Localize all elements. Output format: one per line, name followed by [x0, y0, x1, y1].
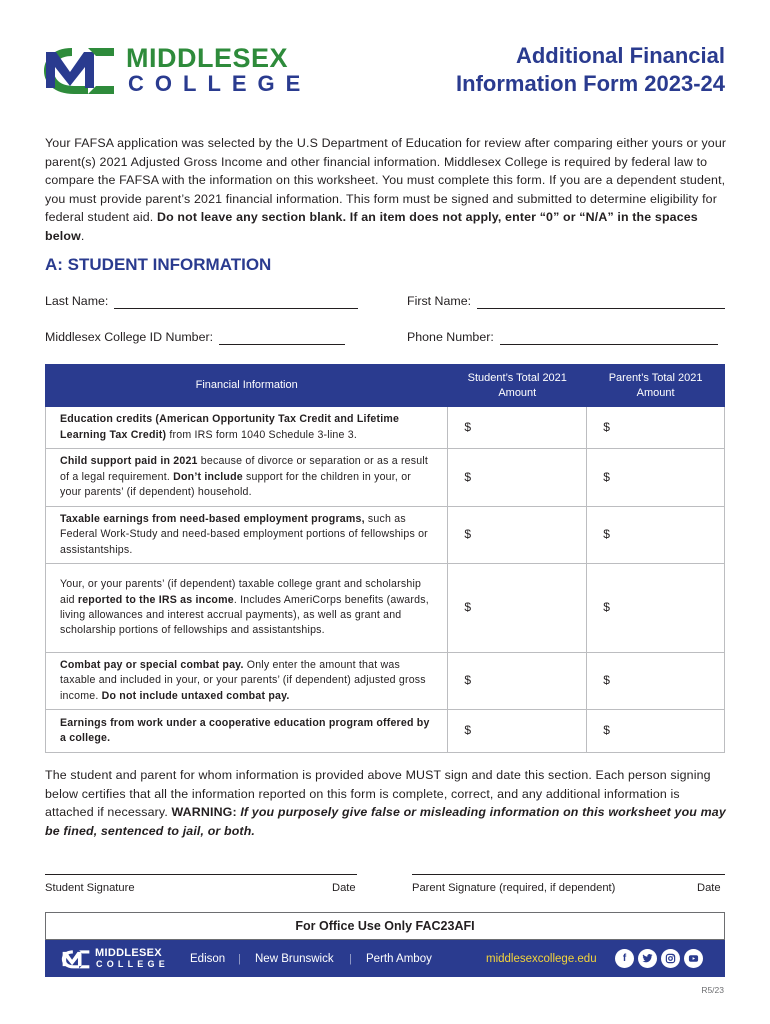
intro-end: . [80, 228, 85, 243]
student-amount-cell[interactable] [448, 710, 587, 753]
table-header-row [46, 365, 725, 407]
twitter-icon[interactable] [638, 949, 657, 968]
student-amount-cell[interactable] [448, 449, 587, 507]
dollar-sign: $ [464, 673, 472, 688]
row-bold-text: Combat pay or special combat pay. [60, 658, 244, 671]
parent-signature-label: Parent Signature (required, if dependent) [412, 882, 616, 894]
row-description [46, 710, 448, 753]
parent-signature-line[interactable] [412, 874, 725, 875]
parent-amount-cell[interactable] [587, 407, 725, 449]
revision-code: R5/23 [701, 985, 724, 995]
header-financial-information: Financial Information [46, 365, 448, 407]
table-row [46, 507, 725, 564]
intro-paragraph [45, 134, 727, 245]
student-amount-cell[interactable] [448, 407, 587, 449]
college-id-input-line[interactable] [219, 334, 345, 345]
dollar-sign: $ [603, 527, 610, 542]
header-parent-amount-line2: Amount [636, 386, 675, 399]
row-bold-text: Taxable earnings from need-based employment programs, [60, 512, 365, 525]
parent-amount-cell[interactable] [587, 507, 725, 564]
mc-monogram-icon [42, 42, 118, 98]
row-text: Only enter the amount that was taxable and included in your, or your parents’ (if dependent) adjusted gross income. [60, 658, 426, 702]
section-a-heading: A: STUDENT INFORMATION [45, 255, 272, 274]
row-text: from IRS form 1040 Schedule 3-line 3. [166, 428, 357, 441]
form-title-line1: Additional Financial [515, 43, 725, 68]
form-title [456, 42, 725, 98]
warning-label: WARNING: [171, 805, 237, 819]
footer-logo-text-middlesex: MIDDLESEX [95, 947, 162, 959]
college-id-label: Middlesex College ID Number: [45, 330, 214, 344]
intro-text: Your FAFSA application was selected by the U.S Department of Education for review after comparing either yours or your parent(s) 2021 Adjusted Gross Income and other financial information. Middlesex College is required by federal law to compare the FAFSA with the information on this worksheet. You must complete this form. If you are a dependent student, you must provide parent’s 2021 financial information. This form must be signed and submitted to determine eligibility for federal student aid. [45, 136, 727, 224]
header-student-amount-line2: Amount [498, 386, 537, 399]
facebook-icon[interactable]: f [615, 949, 634, 968]
parent-amount-cell[interactable] [587, 710, 725, 753]
student-date-label: Date [332, 882, 356, 894]
header-parent-amount [587, 365, 725, 407]
first-name-input-line[interactable] [477, 298, 725, 309]
row-bold-text: Child support paid in 2021 [60, 455, 198, 468]
row-text-2: support for the children in your, or your parents’ (if dependent) household. [60, 470, 412, 499]
student-signature-label: Student Signature [45, 882, 135, 894]
dollar-sign: $ [464, 600, 472, 615]
last-name-input-line[interactable] [114, 298, 358, 309]
dollar-sign: $ [464, 527, 472, 542]
header-student-amount [448, 365, 587, 407]
row-text: such as Federal Work-Study and need-based employment portions of fellowships or assistantships. [60, 512, 428, 556]
campus-edison: Edison [190, 953, 226, 965]
row-description [46, 407, 448, 449]
first-name-field[interactable] [407, 293, 725, 309]
college-logo [42, 42, 332, 100]
dollar-sign: $ [464, 419, 472, 434]
row-bold-text-2: Do not include untaxed combat pay. [101, 689, 290, 702]
financial-information-table [45, 364, 725, 753]
row-description [46, 653, 448, 710]
dollar-sign: $ [603, 673, 610, 688]
last-name-field[interactable] [45, 293, 358, 309]
row-description [46, 564, 448, 653]
dollar-sign: $ [603, 600, 610, 615]
row-text-2: . Includes AmeriCorps benefits (awards, living allowances and interest accrual payments), as well as grant and scholarship portions of fellowships and assistantships. [60, 593, 429, 637]
row-bold-text-2: Don’t include [173, 470, 243, 483]
table-row [46, 653, 725, 710]
parent-amount-cell[interactable] [587, 653, 725, 710]
dollar-sign: $ [603, 723, 610, 738]
row-text: because of divorce or separation or as a result of a legal requirement. [60, 455, 429, 483]
footer-separator: | [238, 953, 241, 965]
row-text: Your, or your parents’ (if dependent) taxable college grant and scholarship aid [60, 578, 422, 606]
row-description [46, 449, 448, 507]
dollar-sign: $ [603, 419, 610, 434]
youtube-icon[interactable] [684, 949, 703, 968]
student-amount-cell[interactable] [448, 564, 587, 653]
student-amount-cell[interactable] [448, 507, 587, 564]
parent-amount-cell[interactable] [587, 449, 725, 507]
certification-paragraph [45, 766, 727, 840]
row-bold-text: Earnings from work under a cooperative education program offered by a college. [60, 716, 430, 744]
row-bold-text-2: reported to the IRS as income [77, 593, 234, 606]
table-row [46, 710, 725, 753]
table-row [46, 564, 725, 653]
student-signature-line[interactable] [45, 874, 357, 875]
warning-text: If you purposely give false or misleading information on this worksheet you may be fined, sentenced to jail, or both. [45, 805, 726, 838]
footer-mc-monogram-icon [61, 948, 91, 970]
college-id-field[interactable] [45, 329, 345, 345]
phone-input-line[interactable] [500, 334, 718, 345]
parent-amount-cell[interactable] [587, 564, 725, 653]
parent-date-label: Date [697, 882, 721, 894]
phone-field[interactable] [407, 329, 718, 345]
header-parent-amount-line1: Parent’s Total 2021 [608, 371, 703, 384]
website-link[interactable]: middlesexcollege.edu [486, 953, 597, 965]
last-name-label: Last Name: [45, 294, 109, 308]
logo-text-college: COLLEGE [128, 71, 312, 96]
footer-logo [61, 946, 185, 972]
first-name-label: First Name: [407, 294, 472, 308]
dollar-sign: $ [464, 469, 472, 484]
footer-bar [45, 940, 725, 977]
table-row [46, 449, 725, 507]
certification-text: The student and parent for whom information is provided above MUST sign and date this section. Each person signing below certifies that all the information reported on this form is complete, correct, and any additional information is attached if necessary. [45, 768, 711, 819]
logo-text-middlesex: MIDDLESEX [126, 43, 289, 73]
form-title-line2: Information Form 2023-24 [456, 71, 725, 96]
office-use-box: For Office Use Only FAC23AFI [45, 912, 725, 940]
campus-new-brunswick: New Brunswick [255, 953, 334, 965]
student-amount-cell[interactable] [448, 653, 587, 710]
row-bold-text: Education credits (American Opportunity Tax Credit and Lifetime Learning Tax Credit) [60, 413, 400, 441]
phone-label: Phone Number: [407, 330, 494, 344]
row-description [46, 507, 448, 564]
footer-logo-text-college: COLLEGE [96, 959, 169, 969]
table-row [46, 407, 725, 449]
dollar-sign: $ [603, 469, 610, 484]
campus-perth-amboy: Perth Amboy [366, 953, 432, 965]
footer-separator: | [349, 953, 352, 965]
instagram-icon[interactable] [661, 949, 680, 968]
header-student-amount-line1: Student’s Total 2021 [467, 371, 567, 384]
intro-bold-instruction: Do not leave any section blank. If an item does not apply, enter “0” or “N/A” in the spaces below [45, 210, 698, 243]
dollar-sign: $ [464, 723, 472, 738]
